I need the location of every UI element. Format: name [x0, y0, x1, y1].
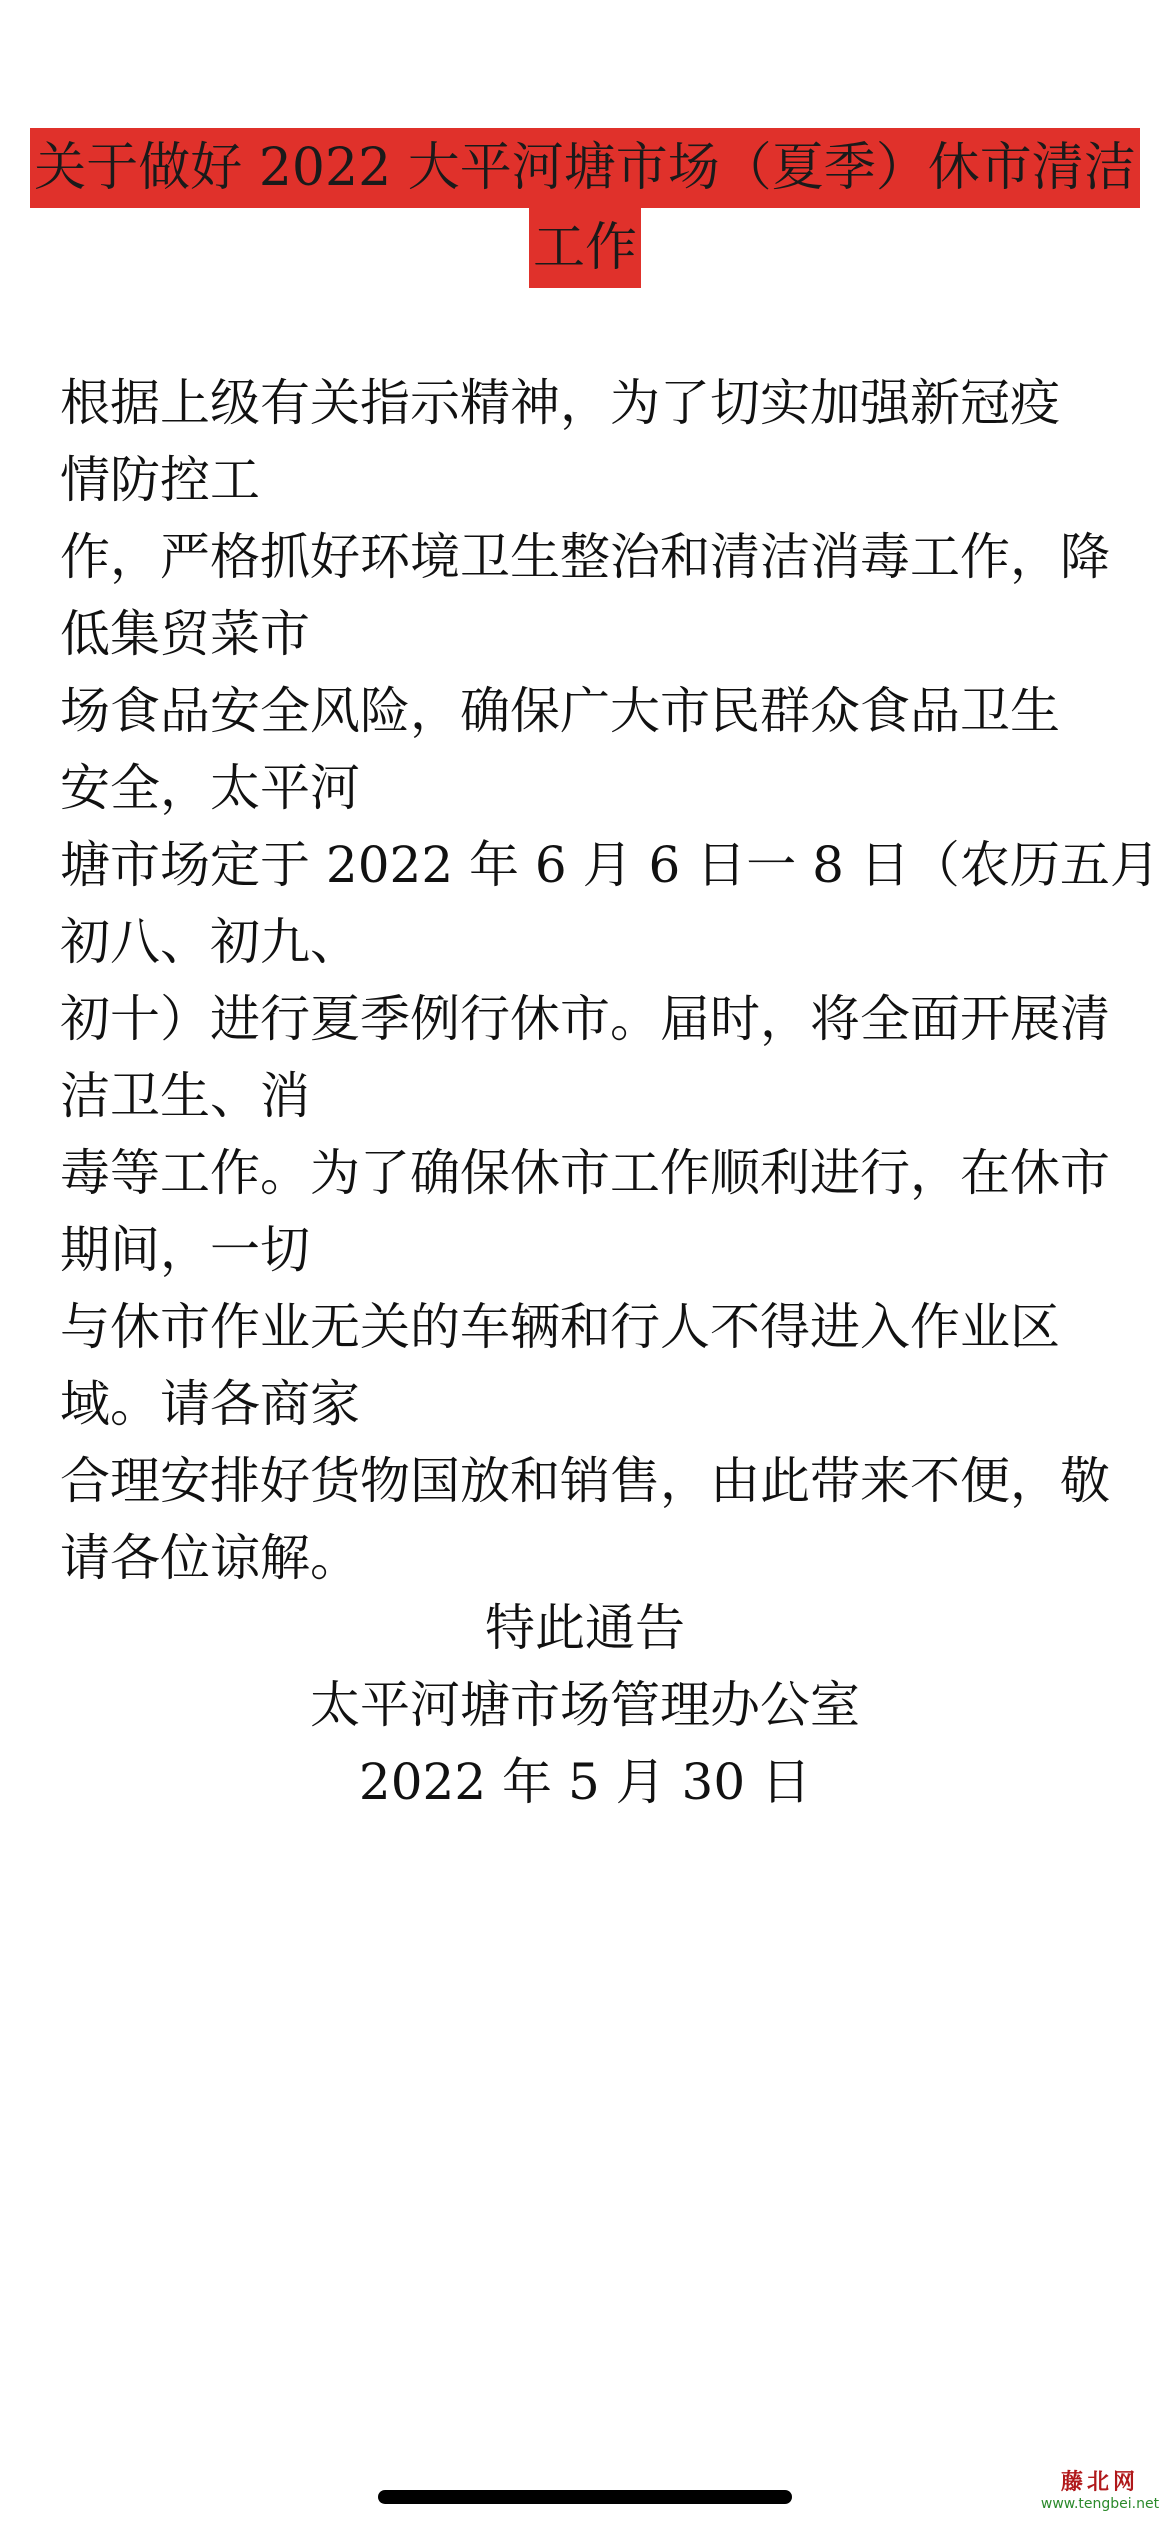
site-watermark: [1040, 2465, 1160, 2512]
body-line: 初八、初九、: [60, 913, 360, 971]
body-line: 毒等工作。为了确保休市工作顺利进行，在休市: [60, 1144, 1110, 1202]
body-line: 初十）进行夏季例行休市。届时，将全面开展清: [60, 990, 1110, 1048]
body-line: 期间，一切: [60, 1221, 310, 1279]
signoff-date: 2022 年 5 月 30 日: [358, 1753, 812, 1811]
title-line-1: 关于做好 2022 大平河塘市场（夏季）休市清洁: [30, 128, 1139, 208]
watermark-url: www.tengbei.net: [1040, 2496, 1160, 2512]
signoff-office: 太平河塘市场管理办公室: [310, 1676, 860, 1734]
watermark-name: 藤北网: [1060, 2469, 1139, 2495]
body-line: 安全，太平河: [60, 759, 360, 817]
title-line-2: 工作: [529, 208, 641, 288]
signoff-notice: 特此通告: [485, 1599, 685, 1657]
body-line: 与休市作业无关的车辆和行人不得进入作业区: [60, 1298, 1060, 1356]
body-line: 洁卫生、消: [60, 1067, 310, 1125]
body-line: 请各位谅解。: [60, 1529, 360, 1587]
body-line: 塘市场定于 2022 年 6 月 6 日一 8 日（农历五月: [60, 836, 1160, 894]
notice-body: [60, 365, 1160, 1597]
body-line: 作，严格抓好环境卫生整治和清洁消毒工作，降: [60, 528, 1110, 586]
body-line: 场食品安全风险，确保广大市民群众食品卫生: [60, 682, 1060, 740]
body-line: 合理安排好货物国放和销售，由此带来不便，敬: [60, 1452, 1110, 1510]
body-line: 情防控工: [60, 451, 260, 509]
notice-title: [0, 128, 1170, 288]
home-indicator[interactable]: [378, 2490, 792, 2504]
body-line: 根据上级有关指示精神，为了切实加强新冠疫: [60, 374, 1060, 432]
body-line: 域。请各商家: [60, 1375, 360, 1433]
body-line: 低集贸菜市: [60, 605, 310, 663]
